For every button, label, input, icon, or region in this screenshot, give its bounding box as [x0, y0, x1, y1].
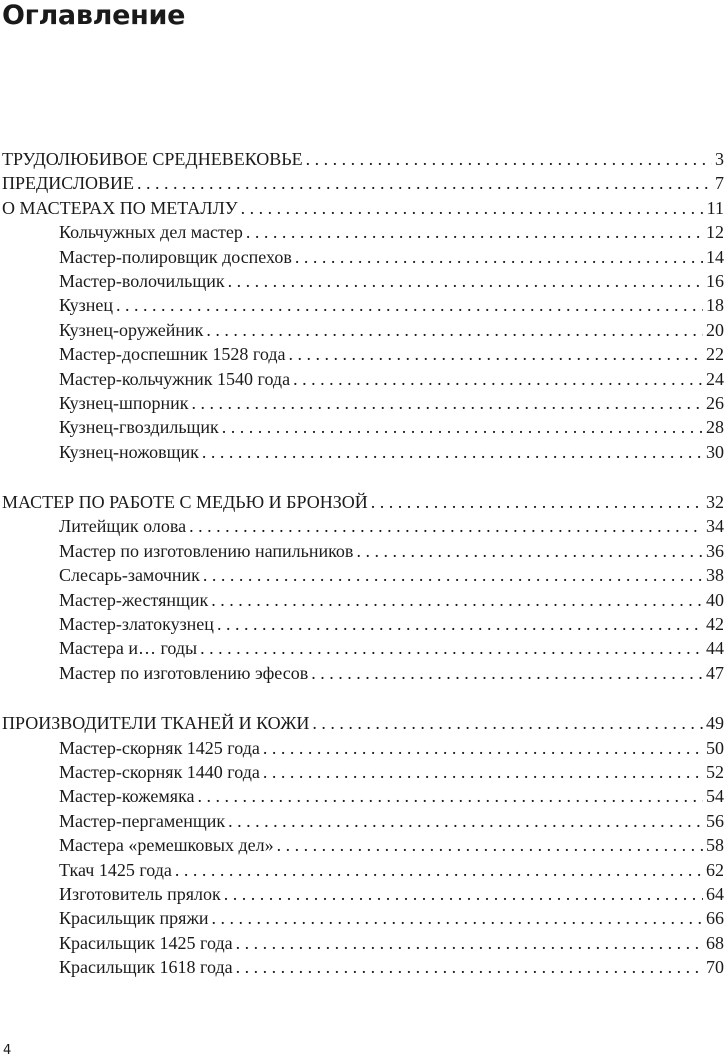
dot-leader: [202, 440, 703, 464]
toc-entry-page: 28: [706, 417, 724, 438]
toc-entry-label: Мастера «ремешковых дел»: [59, 835, 274, 856]
toc-entry-page: 24: [706, 368, 724, 389]
toc-entry-label: МАСТЕР ПО РАБОТЕ С МЕДЬЮ И БРОНЗОЙ: [2, 492, 368, 513]
toc-entry-page: 64: [706, 883, 724, 904]
toc-entry-label: О МАСТЕРАХ ПО МЕТАЛЛУ: [2, 197, 238, 218]
toc-entry-page: 49: [706, 713, 724, 734]
dot-leader: [189, 514, 703, 538]
toc-entry-page: 12: [706, 222, 724, 243]
toc-subentry[interactable]: [2, 661, 724, 685]
toc-entry-page: 58: [706, 835, 724, 856]
toc-entry-label: Кузнец-шпорник: [59, 392, 189, 413]
toc-entry-page: 11: [706, 197, 724, 218]
dot-leader: [295, 245, 703, 269]
dot-leader: [203, 563, 703, 587]
toc-entry-page: 7: [715, 173, 724, 194]
dot-leader: [236, 955, 703, 979]
toc-entry-label: Литейщик олова: [59, 516, 187, 537]
toc-subentry[interactable]: [2, 833, 724, 857]
toc-subentry[interactable]: [2, 858, 724, 882]
toc-entry-page: 22: [706, 344, 724, 365]
toc-entry-page: 36: [706, 540, 724, 561]
toc-entry-label: Кузнец-гвоздильщик: [59, 417, 219, 438]
toc-entry-label: Ткач 1425 года: [59, 859, 172, 880]
toc-entry-page: 56: [706, 810, 724, 831]
dot-leader: [228, 269, 703, 293]
toc-entry-page: 54: [706, 786, 724, 807]
toc-section-entry[interactable]: [2, 196, 724, 220]
dot-leader: [356, 539, 703, 563]
toc-entry-label: ПРОИЗВОДИТЕЛИ ТКАНЕЙ И КОЖИ: [2, 713, 310, 734]
dot-leader: [312, 711, 703, 735]
table-of-contents: [2, 147, 724, 980]
toc-subentry[interactable]: [2, 367, 724, 391]
toc-entry-label: Мастер-доспешник 1528 года: [59, 344, 286, 365]
toc-subentry[interactable]: [2, 293, 724, 317]
toc-subentry[interactable]: [2, 955, 724, 979]
toc-subentry[interactable]: [2, 809, 724, 833]
dot-leader: [198, 784, 703, 808]
toc-subentry[interactable]: [2, 612, 724, 636]
toc-entry-page: 3: [715, 149, 724, 169]
toc-subentry[interactable]: [2, 931, 724, 955]
toc-entry-page: 70: [706, 957, 724, 978]
dot-leader: [116, 293, 703, 317]
toc-entry-label: Кольчужных дел мастер: [59, 222, 243, 243]
dot-leader: [277, 833, 703, 857]
toc-subentry[interactable]: [2, 514, 724, 538]
toc-subentry[interactable]: [2, 415, 724, 439]
toc-subentry[interactable]: [2, 539, 724, 563]
toc-entry-page: 50: [706, 737, 724, 758]
dot-leader: [192, 391, 703, 415]
toc-entry-page: 40: [706, 589, 724, 610]
toc-entry-page: 38: [706, 565, 724, 586]
toc-subentry[interactable]: [2, 245, 724, 269]
toc-entry-label: ТРУДОЛЮБИВОЕ СРЕДНЕВЕКОВЬЕ: [2, 149, 303, 169]
dot-leader: [217, 612, 703, 636]
toc-entry-label: Мастер-волочильщик: [59, 270, 225, 291]
toc-subentry[interactable]: [2, 760, 724, 784]
toc-entry-label: Мастер-кольчужник 1540 года: [59, 368, 291, 389]
toc-subentry[interactable]: [2, 220, 724, 244]
toc-entry-label: Красильщик пряжи: [59, 908, 209, 929]
toc-entry-page: 20: [706, 319, 724, 340]
dot-leader: [137, 171, 712, 195]
dot-leader: [211, 588, 703, 612]
toc-entry-page: 34: [706, 516, 724, 537]
toc-entry-page: 52: [706, 761, 724, 782]
toc-entry-page: 16: [706, 270, 724, 291]
dot-leader: [224, 882, 703, 906]
toc-subentry[interactable]: [2, 882, 724, 906]
dot-leader: [236, 931, 703, 955]
toc-entry-page: 66: [706, 908, 724, 929]
toc-section-entry[interactable]: [2, 490, 724, 514]
page-number: 4: [3, 1043, 12, 1058]
dot-leader: [306, 147, 712, 171]
dot-leader: [222, 415, 703, 439]
dot-leader: [263, 736, 703, 760]
toc-section-entry[interactable]: [2, 171, 724, 195]
dot-leader: [212, 906, 703, 930]
toc-entry-label: Мастер-пергаменщик: [59, 810, 226, 831]
toc-entry-label: Красильщик 1618 года: [59, 957, 233, 978]
toc-subentry[interactable]: [2, 736, 724, 760]
dot-leader: [293, 367, 703, 391]
toc-entry-page: 30: [706, 441, 724, 462]
toc-entry-label: Красильщик 1425 года: [59, 932, 233, 953]
toc-entry-page: 32: [706, 492, 724, 513]
toc-entry-label: Мастера и… годы: [59, 638, 198, 659]
toc-entry-label: Мастер-жестянщик: [59, 589, 209, 610]
page-title: Оглавление: [2, 0, 186, 31]
toc-entry-label: Слесарь-замочник: [59, 565, 200, 586]
toc-entry-page: 14: [706, 246, 724, 267]
toc-entry-page: 42: [706, 614, 724, 635]
dot-leader: [175, 858, 703, 882]
toc-entry-label: Кузнец-оружейник: [59, 319, 204, 340]
toc-entry-label: Мастер-скорняк 1425 года: [59, 737, 260, 758]
dot-leader: [241, 196, 704, 220]
toc-entry-label: Мастер по изготовлению эфесов: [59, 662, 309, 683]
toc-subentry[interactable]: [2, 269, 724, 293]
dot-leader: [263, 760, 703, 784]
toc-entry-label: Мастер-кожемяка: [59, 786, 195, 807]
toc-subentry[interactable]: [2, 784, 724, 808]
toc-entry-page: 18: [706, 295, 724, 316]
toc-subentry[interactable]: [2, 906, 724, 930]
toc-entry-page: 47: [706, 662, 724, 683]
dot-leader: [206, 318, 703, 342]
toc-entry-label: Изготовитель прялок: [59, 883, 221, 904]
dot-leader: [246, 220, 703, 244]
toc-entry-label: Кузнец: [59, 295, 114, 316]
toc-subentry[interactable]: [2, 342, 724, 366]
dot-leader: [228, 809, 703, 833]
toc-subentry[interactable]: [2, 588, 724, 612]
toc-subentry[interactable]: [2, 391, 724, 415]
toc-entry-label: ПРЕДИСЛОВИЕ: [2, 173, 135, 194]
toc-entry-label: Мастер по изготовлению напильников: [59, 540, 354, 561]
dot-leader: [371, 490, 703, 514]
toc-subentry[interactable]: [2, 563, 724, 587]
toc-subentry[interactable]: [2, 318, 724, 342]
toc-entry-page: 62: [706, 859, 724, 880]
dot-leader: [289, 342, 704, 366]
toc-section-entry[interactable]: [2, 147, 724, 171]
toc-section-entry[interactable]: [2, 711, 724, 735]
toc-entry-page: 26: [706, 392, 724, 413]
toc-entry-label: Мастер-златокузнец: [59, 614, 214, 635]
toc-entry-label: Кузнец-ножовщик: [59, 441, 199, 462]
toc-entry-page: 44: [706, 638, 724, 659]
dot-leader: [311, 661, 703, 685]
toc-entry-page: 68: [706, 932, 724, 953]
toc-entry-label: Мастер-полировщик доспехов: [59, 246, 292, 267]
dot-leader: [200, 636, 703, 660]
toc-subentry[interactable]: [2, 636, 724, 660]
toc-subentry[interactable]: [2, 440, 724, 464]
toc-entry-label: Мастер-скорняк 1440 года: [59, 761, 260, 782]
